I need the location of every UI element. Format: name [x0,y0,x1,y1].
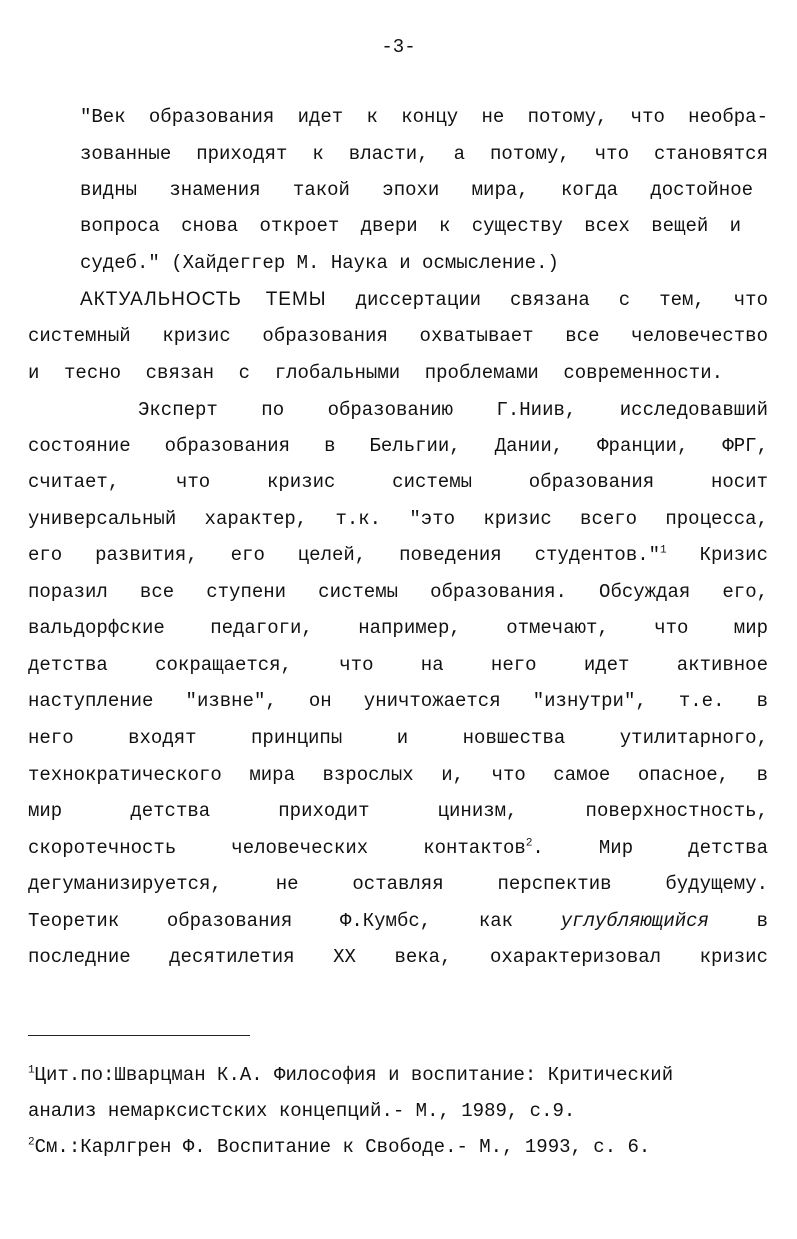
body-line: системный кризис образования охватывает все человечество [28,325,768,347]
epigraph-line: "Век образования идет к концу не потому, что необра- [80,106,768,128]
body-line: него входят принципы и новшества утилитарного, [28,727,768,749]
body-line: универсальный характер, т.к. "это кризис всего процесса, [28,508,768,530]
body-line: последние десятилетия XX века, охарактеризовал кризис [28,946,768,968]
body-line: поразил все ступени системы образования. Обсуждая его, [28,581,768,603]
body-line: вальдорфские педагоги, например, отмечают, что мир [28,617,768,639]
body-line: Эксперт по образованию Г.Ниив, исследовавший [138,399,768,421]
footnote-1-cont: анализ немарксистских концепций.- М., 1989, с.9. [28,1100,576,1122]
footnote-ref-1: 1 [660,544,667,557]
body-line: мир детства приходит цинизм, поверхностность, [28,800,768,822]
footnote-ref-2: 2 [525,837,533,850]
body-line: наступление "извне", он уничтожается "изнутри", т.е. в [28,690,768,712]
body-line: состояние образования в Бельгии, Дании, Франции, ФРГ, [28,435,768,457]
body-line: технократического мира взрослых и, что самое опасное, в [28,764,768,786]
epigraph-citation: судеб." (Хайдеггер М. Наука и осмысление.) [80,252,559,274]
body-line: считает, что кризис системы образования носит [28,471,768,493]
footnote-1: $^1$Цит.по:Шварцман К.А. Философия и воспитание: Критический [28,1064,674,1086]
footnote-separator [28,1035,250,1036]
epigraph-line: вопроса снова откроет двери к существу всех вещей и [80,215,741,237]
footnote-2: $^2$См.:Карлгрен Ф. Воспитание к Свободе.- М., 1993, с. 6. [28,1136,651,1158]
emphasis: углубляющийся [560,910,709,932]
body-line: детства сокращается, что на него идет активное [28,654,768,676]
body-line: скоротечность человеческих контактов$^2$. Мир детства [28,837,768,859]
body-line: Теоретик образования Ф.Кумбс, как углубляющийся в [28,910,768,932]
epigraph-line: видны знамения такой эпохи мира, когда достойное [80,179,753,201]
epigraph-line: зованные приходят к власти, а потому, что становятся [80,143,768,165]
page-number: -3- [381,36,416,58]
body-line: дегуманизируется, не оставляя перспектив будущему. [28,873,768,895]
lead-term: АКТУАЛЬНОСТЬ ТЕМЫ [80,289,327,310]
body-line: АКТУАЛЬНОСТЬ ТЕМЫ диссертации связана с тем, что [80,289,768,311]
body-line: и тесно связан с глобальными проблемами современности. [28,362,723,384]
body-line: его развития, его целей, поведения студентов."$^1$ Кризис [28,544,768,566]
